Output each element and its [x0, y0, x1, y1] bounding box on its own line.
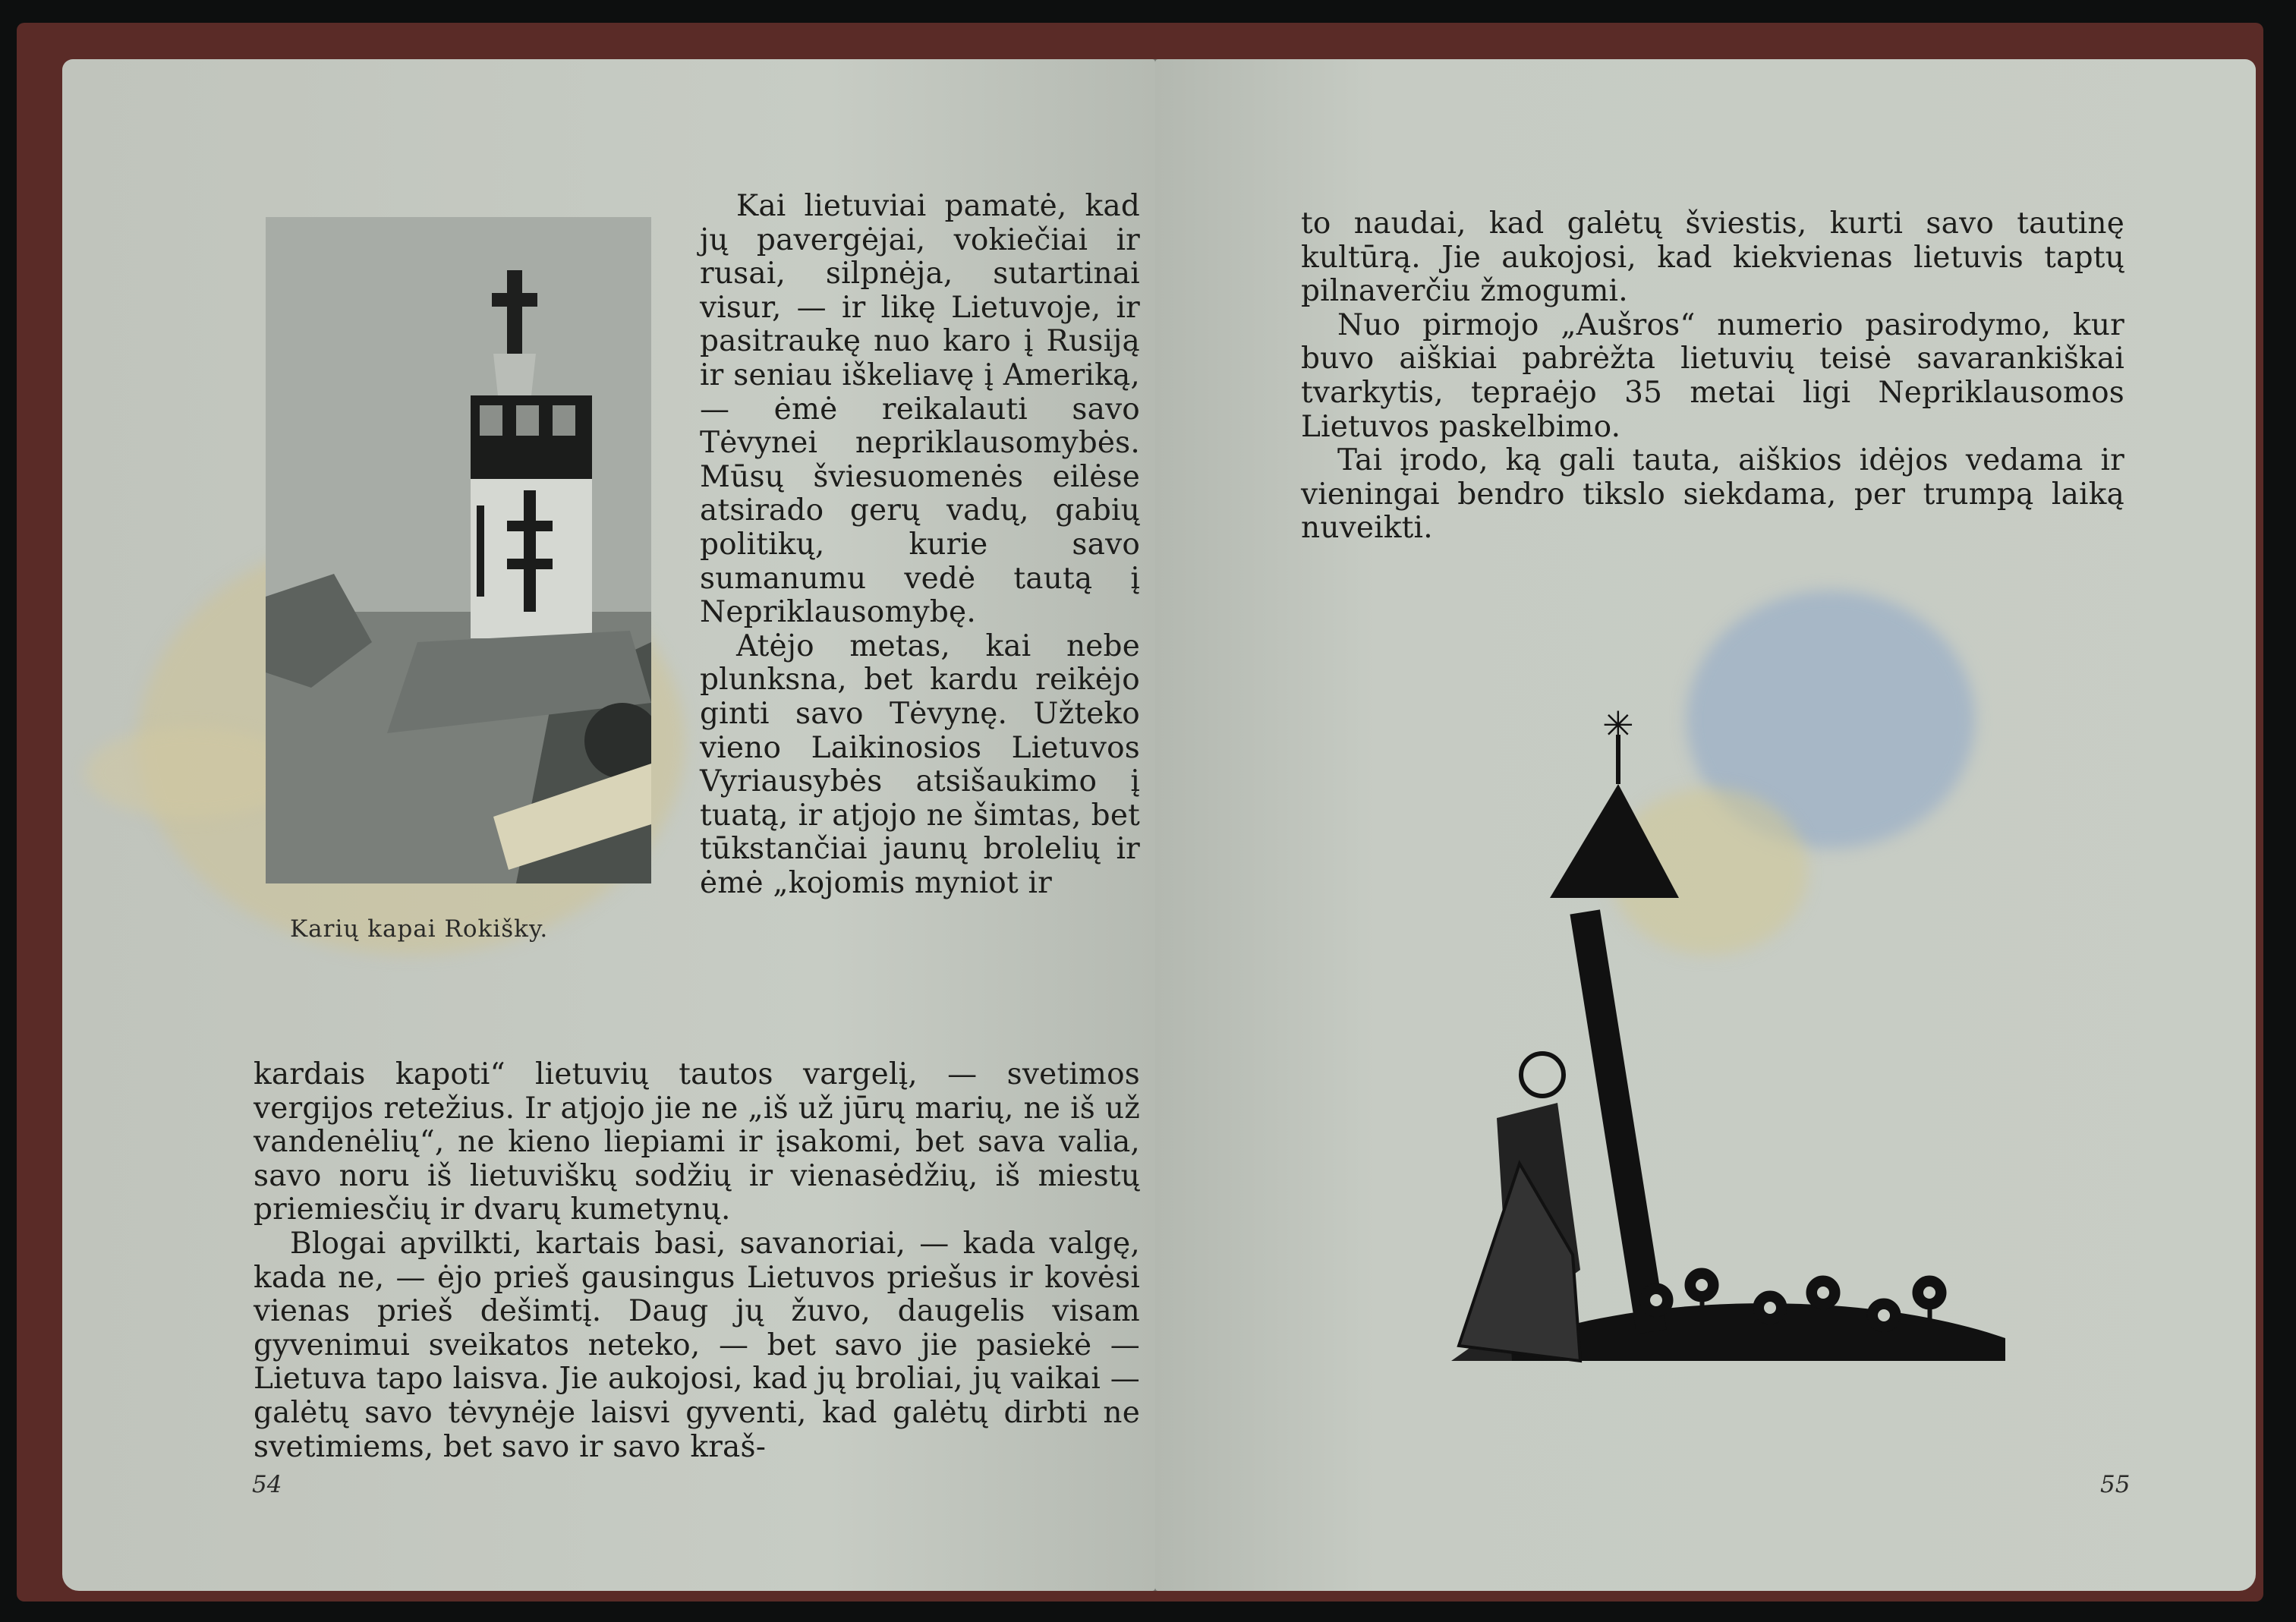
- page-number: 54: [252, 1471, 282, 1498]
- text-block: [1301, 207, 2124, 546]
- text-column-right-of-photo: [700, 190, 1140, 900]
- grave-monument-photo: [266, 217, 651, 883]
- svg-text:✳: ✳: [1602, 708, 1634, 748]
- wayside-shrine-illustration: [1428, 708, 2020, 1376]
- paragraph: kardais kapoti“ lietuvių tautos vargelį, — svetimos vergijos retežius. Ir atjojo jie ne „iš už jūrų marių, ne iš už vandenėlių“, ne kieno liepiami ir įsakomi, bet sava valia, savo noru iš lietuviškų sodžių ir vienasėdžių, iš miestų priemiesčių ir dvarų kumetynų.: [254, 1057, 1140, 1227]
- paragraph: Nuo pirmojo „Aušros“ numerio pasirodymo, kur buvo aiškiai pabrėžta lietuvių teisė savarankiškai tvarkytis, tepraėjo 35 metai ligi Nepriklausomos Lietuvos paskelbimo.: [1301, 307, 2124, 444]
- right-page: [1155, 59, 2256, 1591]
- left-page: [62, 59, 1155, 1591]
- paragraph: Kai lietuviai pamatė, kad jų pavergėjai, vokiečiai ir rusai, silpnėja, sutartinai visur, — ir likę Lietuvoje, ir pasitraukę nuo karo į Rusiją ir seniau iškeliavę į Ameriką, — ėmė reikalauti savo Tėvynei nepriklausomybės. Mūsų šviesuomenės eilėse atsirado gerų vadų, gabių politikų, kurie savo sumanumu vedė tautą į Nepriklausomybę.: [700, 189, 1140, 630]
- paragraph: Tai įrodo, ką gali tauta, aiškios idėjos vedama ir vieningai bendro tikslo siekdama, per trumpą laiką nuveikti.: [1301, 443, 2124, 546]
- text-full-width: [254, 1058, 1140, 1464]
- paragraph: to naudai, kad galėtų šviestis, kurti savo tautinę kultūrą. Jie aukojosi, kad kiekvienas lietuvis taptų pilnaverčiu žmogumi.: [1301, 206, 2124, 309]
- page-number: 55: [2100, 1471, 2131, 1498]
- paragraph: Blogai apvilkti, kartais basi, savanoriai, — kada valgę, kada ne, — ėjo prieš gausingus Lietuvos priešus ir kovėsi vienas prieš dešimtį. Daug jų žuvo, daugelis visam gyvenimui sveikatos neteko, — bet savo jie pasiekė — Lietuva tapo laisva. Jie aukojosi, kad jų broliai, jų vaikai — galėtų savo tėvynėje laisvi gyventi, kad galėtų dirbti ne svetimiems, bet savo ir savo kraš-: [254, 1226, 1140, 1464]
- paragraph: Atėjo metas, kai nebe plunksna, bet kardu reikėjo ginti savo Tėvynę. Užteko vieno Laikinosios Lietuvos Vyriausybės atsišaukimo į tuatą, ir atjojo ne šimtas, bet tūkstančiai jaunų brolelių ir ėmė „kojomis myniot ir: [700, 628, 1140, 900]
- photo-caption: Karių kapai Rokišky.: [290, 915, 549, 943]
- monument-image: [266, 217, 651, 883]
